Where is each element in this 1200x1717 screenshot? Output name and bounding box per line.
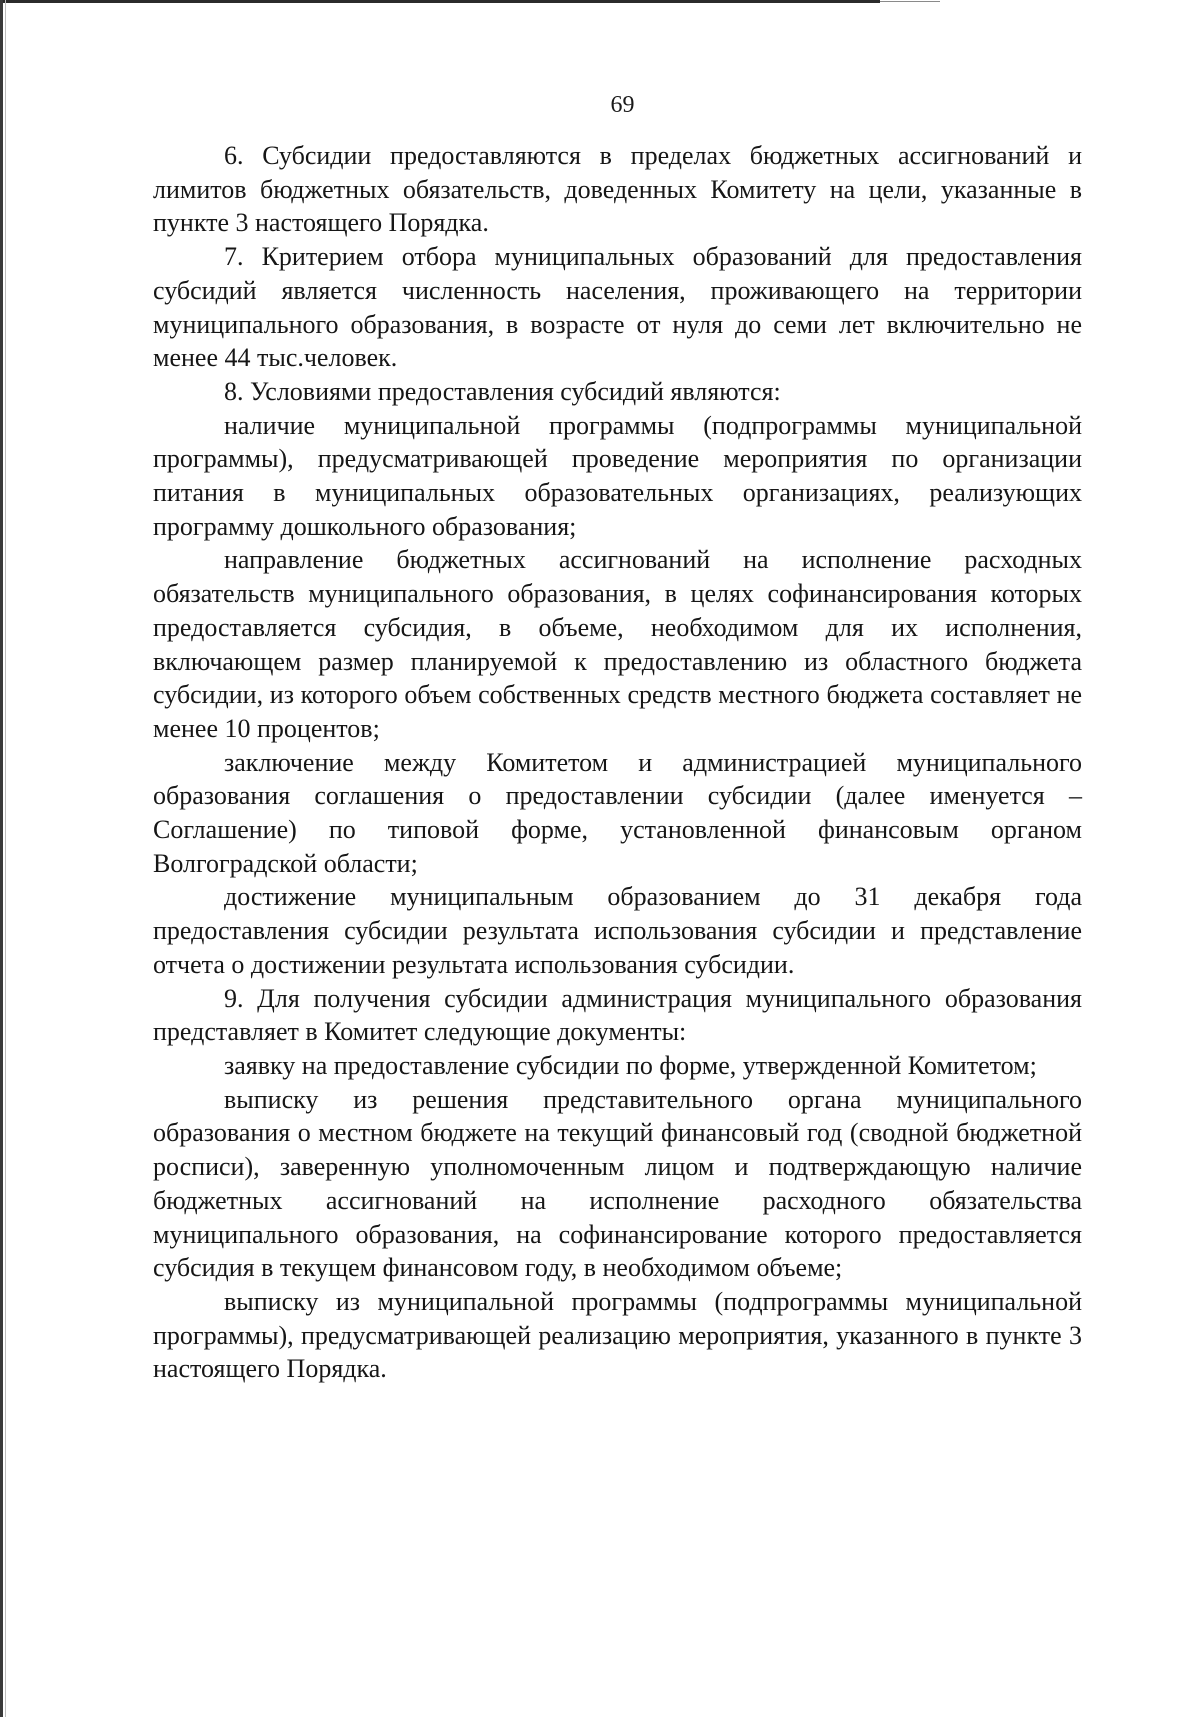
paragraph-condition-program: наличие муниципальной программы (подпрограммы муниципальной программы), предусматривающей проведение мероприятия по организации питания в муниципальных образовательных организациях, реализующих программу дошкольного образования; [153, 410, 1082, 541]
paragraph-document-budget-extract: выписку из решения представительного органа муниципального образования о местном бюджете на текущий финансовый год (сводной бюджетной росписи), заверенную уполномоченным лицом и подтверждающую наличие бюджетных ассигнований на исполнение расходного обязательства муниципального образования, на софинансирование которого предоставляется субсидия в текущем финансовом году, в необходимом объеме; [153, 1084, 1082, 1283]
paragraph-document-application: заявку на предоставление субсидии по форме, утвержденной Комитетом; [224, 1050, 1037, 1080]
paragraph-clause-8: 8. Условиями предоставления субсидий являются: [224, 376, 781, 406]
scan-left-border-inner [5, 0, 6, 1717]
paragraph-condition-agreement: заключение между Комитетом и администрацией муниципального образования соглашения о предоставлении субсидии (далее именуется – Соглашение) по типовой форме, установленной финансовым органом Волгоградской области; [153, 747, 1082, 878]
scan-top-border-tail [880, 1, 940, 2]
document-body [153, 139, 1082, 1386]
paragraph-condition-result: достижение муниципальным образованием до 31 декабря года предоставления субсидии результата использования субсидии и представление отчета о достижении результата использования субсидии. [153, 882, 1082, 979]
scan-top-border [0, 0, 880, 3]
scan-left-border [0, 0, 3, 1717]
page-number: 69 [610, 92, 635, 118]
paragraph-clause-7: 7. Критерием отбора муниципальных образований для предоставления субсидий является численность населения, проживающего на территории муниципального образования, в возрасте от нуля до семи лет включительно не менее 44 тыс.человек. [153, 242, 1082, 373]
paragraph-condition-budget: направление бюджетных ассигнований на исполнение расходных обязательств муниципального образования, в целях софинансирования которых предоставляется субсидия, в объеме, необходимом для их исполнения, включающем размер планируемой к предоставлению из областного бюджета субсидии, из которого объем собственных средств местного бюджета составляет не менее 10 процентов; [153, 545, 1082, 743]
paragraph-clause-9: 9. Для получения субсидии администрация муниципального образования представляет в Комитет следующие документы: [153, 983, 1082, 1047]
paragraph-document-program-extract: выписку из муниципальной программы (подпрограммы муниципальной программы), предусматривающей реализацию мероприятия, указанного в пункте 3 настоящего Порядка. [153, 1286, 1082, 1384]
paragraph-clause-6: 6. Субсидии предоставляются в пределах бюджетных ассигнований и лимитов бюджетных обязательств, доведенных Комитету на цели, указанные в пункте 3 настоящего Порядка. [153, 141, 1082, 238]
